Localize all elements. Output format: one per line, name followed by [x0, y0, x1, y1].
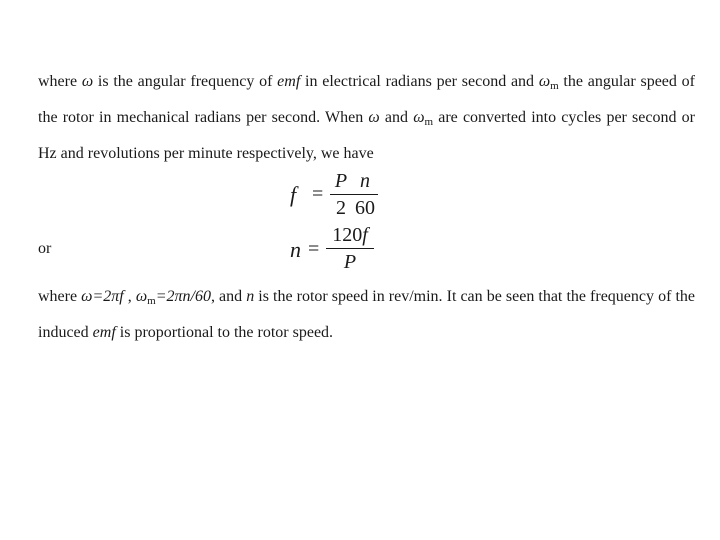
equation-frequency — [290, 170, 390, 222]
text: the angular speed of the rotor in mechanical radians per second. When — [38, 73, 695, 126]
or-label: or — [38, 240, 52, 257]
fraction-120f-over-p — [326, 224, 374, 273]
emf-term: emf — [277, 73, 301, 90]
subscript-m: m — [147, 295, 156, 307]
paragraph-conclusion — [38, 281, 695, 349]
paragraph-intro — [38, 66, 695, 170]
denominator-p: P — [343, 251, 357, 273]
omega-symbol: ω — [368, 109, 380, 126]
equation-equals: = — [312, 183, 324, 205]
equation-lhs-f: f — [290, 182, 297, 207]
omega-symbol: ω — [81, 73, 94, 90]
text: is the angular frequency of — [93, 73, 278, 90]
omega-m-symbol: ω — [413, 109, 425, 126]
fraction-n-over-60 — [352, 170, 378, 219]
text: and — [379, 109, 414, 126]
text: , — [123, 288, 136, 305]
omega-m-expression: =2πn/60 — [155, 288, 211, 305]
fraction-bar — [326, 248, 374, 249]
text: is proportional to the rotor speed. — [115, 324, 334, 341]
coefficient-120: 120 — [332, 224, 363, 246]
text: in electrical radians per second and — [300, 73, 539, 90]
denominator-2: 2 — [336, 197, 346, 219]
variable-f: f — [362, 224, 368, 246]
omega-m-symbol: ω — [538, 73, 551, 90]
denominator-60: 60 — [355, 197, 375, 219]
numerator-120f — [332, 224, 368, 246]
text: is the rotor speed in rev/min. It can be seen that the frequency of the induced — [38, 288, 696, 341]
text: , and — [210, 288, 247, 305]
n-symbol: n — [246, 288, 255, 305]
subscript-m: m — [424, 116, 434, 128]
numerator-p: P — [334, 170, 348, 192]
text: where — [38, 73, 82, 90]
omega-expression: ω=2πf — [81, 288, 124, 305]
fraction-bar — [330, 194, 352, 195]
subscript-m: m — [550, 80, 559, 92]
fraction-p-over-2 — [330, 170, 352, 219]
numerator-n: n — [360, 170, 370, 192]
equation-lhs-n: n — [290, 237, 301, 262]
text: are converted into cycles per second or Hz and revolutions per minute respectively, we have — [38, 109, 696, 162]
equation-equals: = — [308, 238, 320, 260]
omega-m-symbol: ω — [135, 288, 148, 305]
emf-term: emf — [92, 324, 116, 341]
fraction-bar — [352, 194, 378, 195]
text: where — [38, 288, 82, 305]
equation-speed — [290, 224, 390, 276]
